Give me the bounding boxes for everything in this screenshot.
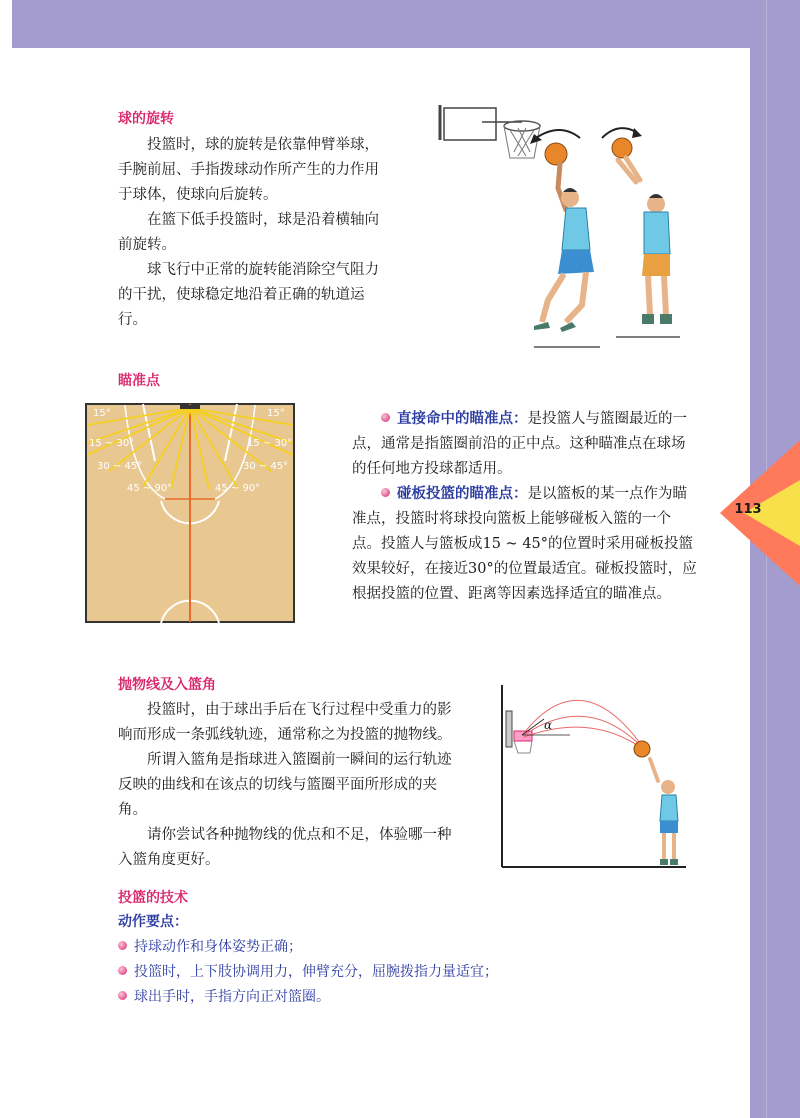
bullet-dot-icon [118,941,127,950]
parabola-illustration [500,683,686,869]
spin-shooting-illustration [430,100,680,355]
paragraph: 所谓入篮角是指球进入篮圈前一瞬间的运行轨迹反映的曲线和在该点的切线与篮圈平面所形成的夹角。 [118,752,452,818]
list-item [118,960,498,985]
paragraph: 投篮时，由于球出手后在飞行过程中受重力的影响而形成一条弧线轨迹，通常称之为投篮的抛物线。 [118,702,452,743]
section-heading-shooting-technique: 投篮的技术 [118,890,188,906]
key-points-list [118,935,498,1010]
section-heading-ball-spin: 球的旋转 [118,111,174,127]
parabola-text [118,698,456,873]
aim-item-text: 是投篮人与篮圈最近的一点，通常是指篮圈前沿的正中点。这种瞄准点在球场的任何地方投球都适用。 [352,411,687,477]
list-item-text: 球出手时，手指方向正对篮圈。 [134,989,330,1005]
section-heading-aim-point: 瞄准点 [118,373,160,389]
angle-label: 15° [93,408,111,419]
list-item [118,985,498,1010]
paragraph: 在篮下低手投篮时，球是沿着横轴向前旋转。 [118,212,379,253]
key-points-subheading: 动作要点： [118,914,188,930]
bullet-dot-icon [381,413,390,422]
ball-spin-text [118,133,386,333]
paragraph: 投篮时，球的旋转是依靠伸臂举球，手腕前屈、手指拨球动作所产生的力作用于球体，使球向后旋转。 [118,137,379,203]
aim-point-text [352,407,698,607]
court-aim-diagram [85,403,295,623]
angle-label: 15 ~ 30° [89,438,135,449]
paragraph: 请你尝试各种抛物线的优点和不足，体验哪一种入篮角度更好。 [118,827,452,868]
court-drawing [85,403,295,623]
entry-angle-label: α [544,718,553,732]
aim-item-text: 是以篮板的某一点作为瞄准点，投篮时将球投向篮板上能够碰板入篮的一个点。投篮人与篮板成15 ~ 45°的位置时采用碰板投篮效果较好，在接近30°的位置最适宜。碰板投篮时，应根据投篮的位置、距离等因素选择适宜的瞄准点。 [352,486,697,602]
page-number: 113 [734,502,762,517]
aim-item-title: 直接命中的瞄准点： [397,411,528,427]
aim-item [352,482,698,607]
list-item-text: 持球动作和身体姿势正确； [134,939,302,955]
top-color-band [12,0,800,48]
bullet-dot-icon [381,488,390,497]
page-number-badge [728,498,768,522]
bullet-dot-icon [118,966,127,975]
angle-label: 45 ~ 90° [127,483,173,494]
aim-item [352,407,698,482]
angle-label: 30 ~ 45° [243,461,289,472]
section-heading-parabola: 抛物线及入篮角 [118,677,216,693]
list-item-text: 投篮时，上下肢协调用力，伸臂充分，屈腕拨指力量适宜； [134,964,498,980]
bullet-dot-icon [118,991,127,1000]
paragraph: 球飞行中正常的旋转能消除空气阻力的干扰，使球稳定地沿着正确的轨道运行。 [118,262,379,328]
list-item [118,935,498,960]
angle-label: 15° [267,408,285,419]
aim-item-title: 碰板投篮的瞄准点： [397,486,528,502]
angle-label: 45 ~ 90° [215,483,261,494]
angle-label: 30 ~ 45° [97,461,143,472]
angle-label: 15 ~ 30° [247,438,293,449]
